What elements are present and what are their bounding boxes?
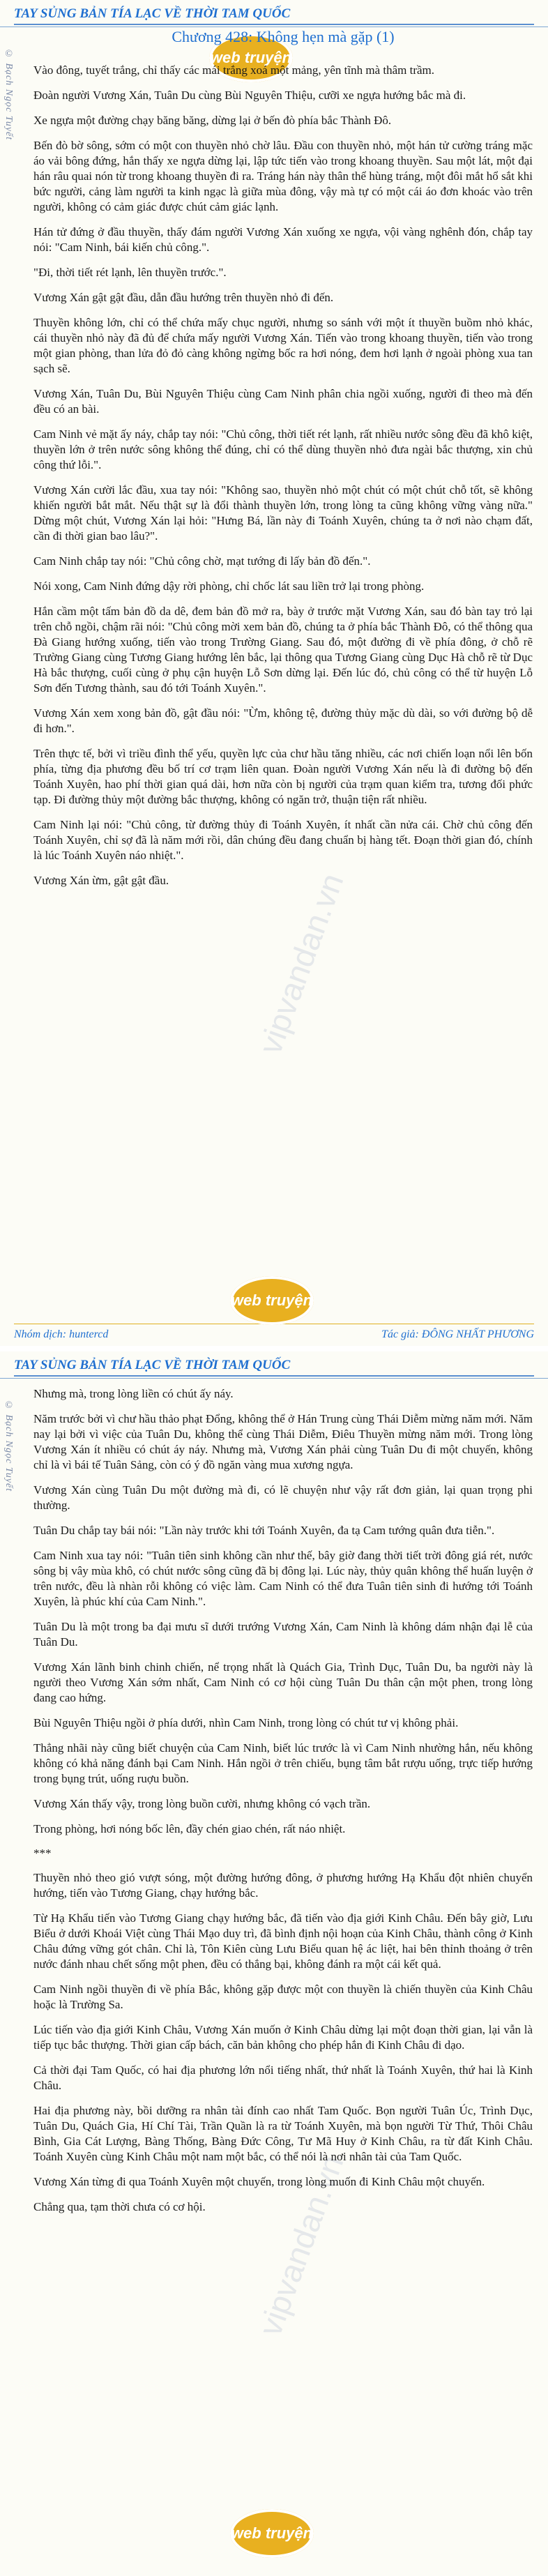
paragraph: Trên thực tế, bởi vì triều đình thể yếu, quyền lực của chư hầu tăng nhiều, các nơi chiến loạn nổi lên bốn phía, từng địa phương đều bố trí cơ trạm liên quan. Đoàn người Vương Xán nếu là đi đường bộ đến Toánh Xuyên, hao phí thời gian quá dài, hơn nữa còn bị người của trạm quan kiểm tra, tương đối phức tạp. Đi đường thủy một đường bắc thượng, không có ngăn trở, thuận tiện rất nhiều.	[33, 747, 533, 806]
paragraph: Tuân Du là một trong ba đại mưu sĩ dưới trướng Vương Xán, Cam Ninh là không dám nhận đại lễ của Tuân Du.	[33, 1620, 533, 1649]
header-rule	[14, 1375, 534, 1377]
series-title: TAY SỦNG BẢN TÍA LẠC VỀ THỜI TAM QUỐC	[14, 6, 291, 21]
paragraph: Vương Xán thấy vậy, trong lòng buồn cười, nhưng không có vạch trần.	[33, 1797, 371, 1810]
page-header	[0, 1351, 548, 1379]
paragraph: Thẳng nhãi này cũng biết chuyện của Cam Ninh, biết lúc trước là vì Cam Ninh nhường hắn, nếu không không có khả năng đánh bại Cam Ninh. Hắn ngồi ở trên chiếu, bụng tâm bắt rượu uống, trực tiếp hướng trong bụng trút, uống ruợu buồn.	[33, 1741, 533, 1785]
paragraph: Hai địa phương này, bồi dưỡng ra nhân tài đính cao nhất Tam Quốc. Bọn người Tuân Úc, Trình Dục, Tuân Du, Quách Gia, Hí Chí Tài, Trần Quần là ra từ Toánh Xuyên, mà bọn người Từ Thứ, Thôi Châu Bình, Gia Cát Lượng, Bàng Thống, Bàng Đức Công, Tư Mã Huy ở Kinh Châu, ra từ đất Kinh Châu. Toánh Xuyên cùng Kinh Châu một nam một bắc, có thể nói là nơi nhân tài của Tam Quốc.	[33, 2104, 533, 2163]
translator-credit: Nhóm dịch: huntercd	[14, 1328, 109, 1340]
paragraph: Vào đông, tuyết trắng, chỉ thấy các mái trắng xoá một mảng, yên tĩnh mà thâm trầm.	[33, 63, 435, 77]
header-rule	[14, 24, 534, 25]
paragraph: Chẳng qua, tạm thời chưa có cơ hội.	[33, 2200, 206, 2213]
paragraph: Nhưng mà, trong lòng liền có chút ấy náy.	[33, 1387, 234, 1400]
paragraph: Trong phòng, hơi nóng bốc lên, đầy chén giao chén, rất náo nhiệt.	[33, 1822, 346, 1835]
watermark: vipvandan.vn	[251, 868, 351, 1059]
paragraph: Vương Xán xem xong bản đồ, gật đầu nói: "Ừm, không tệ, đường thủy mặc dù dài, so với đường bộ dễ đi hơn.".	[33, 706, 533, 735]
paragraph: Vương Xán cùng Tuân Du một đường mà đi, có lẽ chuyện như vậy rất đơn giản, lại quan trọng phi thường.	[33, 1483, 533, 1512]
paragraph: Vương Xán cười lắc đầu, xua tay nói: "Không sao, thuyền nhỏ một chút có một chút chỗ tốt, sẽ không khiến người bắt mắt. Nếu thật sự là đổi thành thuyền lớn, trong lòng ta cũng không vững vàng nữa." Dừng một chút, Vương Xán lại hỏi: "Hưng Bá, lần này đi Toánh Xuyên, chúng ta ở nơi nào chạm đất, cần đi thời gian bao lâu?".	[33, 483, 533, 543]
paragraph: Bùi Nguyên Thiệu ngồi ở phía dưới, nhìn Cam Ninh, trong lòng có chút tư vị không phải.	[33, 1716, 459, 1729]
paragraph: Cam Ninh vẻ mặt ấy náy, chắp tay nói: "Chủ công, thời tiết rét lạnh, rất nhiều nước sông đều đã khô kiệt, thuyền lớn ở trên nước sông không thể đúng, chỉ có thể dùng thuyền nhỏ đưa ngài bắc thượng, xin chủ công thứ lỗi.".	[33, 427, 533, 471]
paragraph: Từ Hạ Khẩu tiến vào Tương Giang chạy hướng bắc, đã tiến vào địa giới Kinh Châu. Đến bây giờ, Lưu Biểu ở dưới Khoái Việt cùng Thái Mạo duy trì, đã bình định nội hoạn của Kinh Châu, thành công ở Kinh Châu đứng vững gót chân. Chỉ là, Tôn Kiên cùng Lưu Biểu quan hệ ác liệt, hai bên thỉnh thoảng ở trên nước đánh nhau chết sống một phen, đều có thắng bại, không đánh ra một cái kết quả.	[33, 1911, 533, 1971]
paragraph: Bến đò bờ sông, sớm có một con thuyền nhỏ chờ lâu. Đầu con thuyền nhỏ, một hán tử cường tráng mặc áo vải bông đứng, hắn thấy xe ngựa dừng lại, lập tức tiến vào trong khoang thuyền. Sau một lát, một đại hán râu quai nón từ trong khoang thuyền đi ra. Tráng hán này thân thể hùng tráng, một đôi mắt hổ sắt khi bức người, cảng làm người ta kinh ngạc là giữa mùa đông, vậy mà tự có một cái áo đơn khoác vào trên người, không có cảm giác được chút cảm giác lạnh.	[33, 139, 533, 213]
paragraph: Hắn cầm một tấm bản đồ da dê, đem bản đồ mở ra, bày ở trước mặt Vương Xán, sau đó bàn tay trỏ lại trên chỗ ngồi, chậm rãi nói: "Chủ công mời xem bản đồ, chúng ta ở phía bắc Thành Đô, có thể thông qua Đà Giang hướng xuống, tiến vào trong Trường Giang. Sau đó, một đường đi về phía đông, ở chỗ rẽ Trường Giang cùng Tương Giang hướng lên bắc, lại thông qua Tương Giang cùng Dục Hà chỗ rẽ từ Dục Hà bắc thượng, cuối cùng ở phụ cận huyện Lỗ Sơn dừng lại. Đến lúc đó, chủ công có thể từ huyện Lỗ Sơn đến Tương thành, sau đó tới Toánh Xuyên.".	[33, 605, 533, 695]
paragraph: Vương Xán ừm, gật gật đầu.	[33, 874, 169, 887]
page-gap	[0, 1346, 548, 1351]
page-footer	[14, 1324, 534, 1345]
paragraph: Cam Ninh ngồi thuyền đi về phía Bắc, không gặp được một con thuyền là chiến thuyền của Kinh Châu hoặc là Trường Sa.	[33, 1983, 533, 2011]
paragraph: Vương Xán, Tuân Du, Bùi Nguyên Thiệu cùng Cam Ninh phân chia ngồi xuống, người đi theo mà đến đều có an bài.	[33, 387, 533, 416]
paragraph: Cả thời đại Tam Quốc, có hai địa phương lớn nổi tiếng nhất, thứ nhất là Toánh Xuyên, thứ hai là Kinh Châu.	[33, 2063, 533, 2092]
page-1-body	[33, 63, 533, 898]
series-title: TAY SỦNG BẢN TÍA LẠC VỀ THỜI TAM QUỐC	[14, 1358, 291, 1372]
paragraph: ***	[33, 1847, 52, 1860]
paragraph: Tuân Du chắp tay bái nói: "Lần này trước khi tới Toánh Xuyên, đa tạ Cam tướng quân đưa tiễn.".	[33, 1524, 495, 1537]
page-2-body	[33, 1386, 533, 2225]
side-author: © Bạch Ngọc Tuyết	[3, 1400, 14, 1492]
paragraph: Đoàn người Vương Xán, Tuân Du cùng Bùi Nguyên Thiệu, cưỡi xe ngựa hướng bắc mà đi.	[33, 89, 466, 102]
paragraph: Vương Xán từng đi qua Toánh Xuyên một chuyến, trong lòng muốn đi Kinh Châu một chuyến.	[33, 2175, 485, 2188]
paragraph: Cam Ninh lại nói: "Chủ công, từ đường thủy đi Toánh Xuyên, ít nhất cần nửa cái. Chờ chủ công đến Toánh Xuyên, chỉ sợ đã là năm mới rồi, dân chúng đều đang chuẩn bị hàng tết. Đoạn thời gian đó, chính là lúc Toánh Xuyên náo nhiệt.".	[33, 818, 533, 862]
author-credit: Tác giả: ĐÔNG NHẤT PHƯƠNG	[381, 1328, 534, 1340]
paragraph: Xe ngựa một đường chạy băng băng, dừng lại ở bến đò phía bắc Thành Đô.	[33, 114, 392, 127]
page-2	[0, 1351, 548, 2576]
paragraph: Cam Ninh chắp tay nói: "Chủ công chờ, mạt tướng đi lấy bản đồ đến.".	[33, 554, 371, 568]
web-truyen-badge: web truyện	[230, 1276, 314, 1325]
paragraph: Vương Xán gật gật đầu, dẫn đầu hướng trên thuyền nhỏ đi đến.	[33, 291, 334, 304]
paragraph: "Đi, thời tiết rét lạnh, lên thuyền trước.".	[33, 266, 227, 279]
paragraph: Thuyền nhỏ theo gió vượt sóng, một đường hướng đông, ở phương hướng Hạ Khẩu đột nhiên chuyển hướng, tiến vào Tương Giang, chạy hướng bắc.	[33, 1871, 533, 1900]
paragraph: Nói xong, Cam Ninh đứng dậy rời phòng, chỉ chốc lát sau liền trở lại trong phòng.	[33, 579, 425, 593]
paragraph: Thuyền không lớn, chỉ có thể chứa mấy chục người, nhưng so sánh với một ít thuyền buồm nhỏ khác, cái thuyền nhỏ này đã đủ để chứa mấy người Vương Xán. Tiến vào trong khoang thuyền, tiến vào trong một gian phòng, than lửa đỏ đỏ càng không ngừng bốc ra hơi nóng, đem hơi lạnh ở ngoài phòng xua tan sạch sẽ.	[33, 316, 533, 375]
page-header	[0, 0, 548, 27]
paragraph: Lúc tiến vào địa giới Kinh Châu, Vương Xán muốn ở Kinh Châu dừng lại một đoạn thời gian, lại vẫn là tiếp tục bắc thượng. Thời gian cấp bách, căn bản không cho phép hắn đi Kinh Châu đi dạo.	[33, 2023, 533, 2052]
paragraph: Hán tử đứng ở đầu thuyền, thấy đám người Vương Xán xuống xe ngựa, vội vàng nghênh đón, chắp tay nói: "Cam Ninh, bái kiến chủ công.".	[33, 225, 533, 254]
watermark: vipvandan.vn	[251, 2150, 351, 2341]
chapter-title: Chương 428: Không hẹn mà gặp (1)	[172, 28, 395, 45]
web-truyen-badge: web truyện	[209, 33, 293, 82]
paragraph: Cam Ninh xua tay nói: "Tuân tiên sinh không cần như thế, bây giờ đang thời tiết trời đông giá rét, nước sông bị vây mùa khô, có chút nước sông cũng đã bị đông lại. Lúc này, thủy quân không thể huấn luyện ở trên nước, đều là nhàn rỗi không có việc làm. Cam Ninh có thể đưa Tuân tiên sinh đi hướng tới Toánh Xuyên, là phúc khí của Cam Ninh.".	[33, 1549, 533, 1608]
web-truyen-badge: web truyện	[230, 2509, 314, 2558]
paragraph: Năm trước bởi vì chư hầu thảo phạt Đổng, không thể ở Hán Trung cùng Thái Diễm mừng năm mới. Năm nay lại bởi vì việc của Tuân Du, không thể cùng Thái Diễm, Điêu Thuyền mừng năm mới. Trong lòng Vương Xán ít nhiều có chút áy náy. Nhưng mà, Vương Xán phải cùng Tuân Du đi một chuyến, không chỉ là vì bái tế Tuân Sảng, còn có ý đồ ngăn vàng mua xương ngựa.	[33, 1412, 533, 1471]
paragraph: Vương Xán lãnh binh chinh chiến, nể trọng nhất là Quách Gia, Trình Dục, Tuân Du, ba người này là người theo Vương Xán sớm nhất, Cam Ninh có cơ hội cùng Tuân Du thân cận một phen, trong lòng đang cao hứng.	[33, 1660, 533, 1704]
side-author: © Bạch Ngọc Tuyết	[3, 49, 14, 141]
